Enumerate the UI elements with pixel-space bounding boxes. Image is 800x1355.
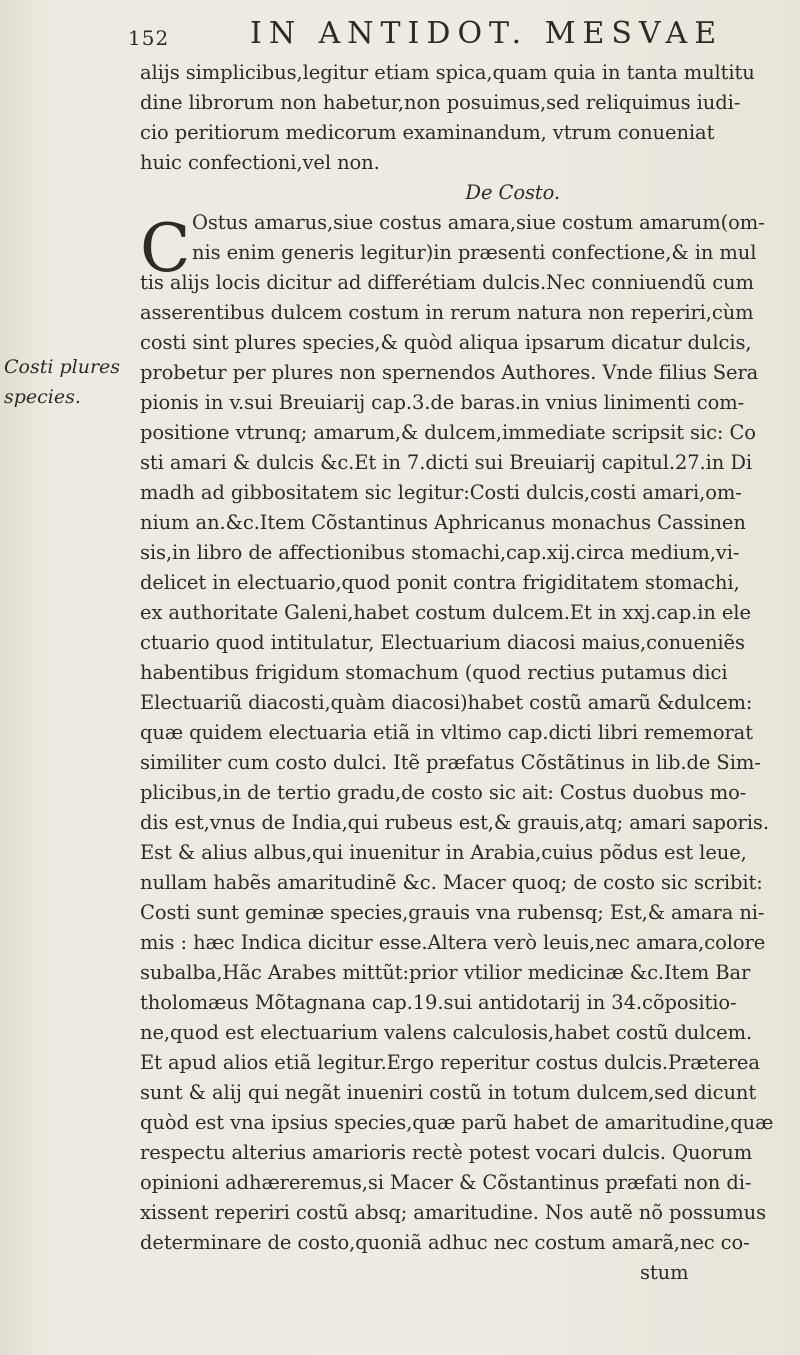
text-line: sis,in libro de affectionibus stomachi,cap.xij.circa medium,vi- xyxy=(140,541,740,564)
text-line: alijs simplicibus,legitur etiam spica,quam quia in tanta multitu xyxy=(140,61,755,84)
margin-note-costi-plures: Costi plures xyxy=(4,356,121,378)
text-line: tholomæus Mõtagnana cap.19.sui antidotarij in 34.cõpositio- xyxy=(140,991,737,1014)
text-line: huic confectioni,vel non. xyxy=(140,151,380,174)
text-line: quòd est vna ipsius species,quæ parũ habet de amaritudine,quæ xyxy=(140,1111,774,1134)
text-line: plicibus,in de tertio gradu,de costo sic ait: Costus duobus mo- xyxy=(140,781,747,804)
text-line: dine librorum non habetur,non posuimus,sed reliquimus iudi- xyxy=(140,91,741,114)
text-line: tis alijs locis dicitur ad differétiam dulcis.Nec conniuendũ cum xyxy=(140,271,754,294)
text-line: cio peritiorum medicorum examinandum, vtrum conueniat xyxy=(140,121,715,144)
page-number: 152 xyxy=(128,26,170,50)
text-line: dis est,vnus de India,qui rubeus est,& grauis,atq; amari saporis. xyxy=(140,811,769,834)
running-head-title: IN ANTIDOT. MESVAE xyxy=(250,16,724,51)
drop-cap: C xyxy=(140,210,191,287)
text-line: delicet in electuario,quod ponit contra frigiditatem stomachi, xyxy=(140,571,740,594)
text-line: asserentibus dulcem costum in rerum natura non reperiri,cùm xyxy=(140,301,754,324)
text-line: pionis in v.sui Breuiarij cap.3.de baras.in vnius linimenti com- xyxy=(140,391,745,414)
section-heading: De Costo. xyxy=(465,181,560,204)
body-text xyxy=(140,58,780,1288)
catchword: stum xyxy=(640,1261,689,1284)
text-line: nium an.&c.Item Cõstantinus Aphricanus monachus Cassinen xyxy=(140,511,746,534)
margin-note-species: species. xyxy=(4,386,81,408)
text-line: nullam habẽs amaritudinẽ &c. Macer quoq; de costo sic scribit: xyxy=(140,871,763,894)
text-line: Est & alius albus,qui inuenitur in Arabia,cuius põdus est leue, xyxy=(140,841,747,864)
text-line: madh ad gibbositatem sic legitur:Costi dulcis,costi amari,om- xyxy=(140,481,742,504)
text-line: positione vtrunq; amarum,& dulcem,immediate scripsit sic: Co xyxy=(140,421,756,444)
text-line: similiter cum costo dulci. Itẽ præfatus Cõstãtinus in lib.de Sim- xyxy=(140,751,761,774)
text-line: habentibus frigidum stomachum (quod rectius putamus dici xyxy=(140,661,728,684)
text-line: quæ quidem electuaria etiã in vltimo cap.dicti libri rememorat xyxy=(140,721,753,744)
text-line: determinare de costo,quoniã adhuc nec costum amarã,nec co- xyxy=(140,1231,750,1254)
text-line: Et apud alios etiã legitur.Ergo reperitur costus dulcis.Præterea xyxy=(140,1051,760,1074)
text-line: costi sint plures species,& quòd aliqua ipsarum dicatur dulcis, xyxy=(140,331,752,354)
text-line: ne,quod est electuarium valens calculosis,habet costũ dulcem. xyxy=(140,1021,753,1044)
text-line: Ostus amarus,siue costus amara,siue costum amarum(om- xyxy=(192,211,765,234)
text-line: ex authoritate Galeni,habet costum dulcem.Et in xxj.cap.in ele xyxy=(140,601,751,624)
text-line: subalba,Hãc Arabes mittũt:prior vtilior medicinæ &c.Item Bar xyxy=(140,961,751,984)
text-line: ctuario quod intitulatur, Electuarium diacosi maius,conueniẽs xyxy=(140,631,745,654)
text-line: Electuariũ diacosti,quàm diacosi)habet costũ amarũ &dulcem: xyxy=(140,691,753,714)
text-line: probetur per plures non spernendos Authores. Vnde filius Sera xyxy=(140,361,759,384)
text-line: sti amari & dulcis &c.Et in 7.dicti sui Breuiarij capitul.27.in Di xyxy=(140,451,753,474)
text-line: sunt & alij qui negãt inueniri costũ in totum dulcem,sed dicunt xyxy=(140,1081,757,1104)
text-line: opinioni adhæreremus,si Macer & Cõstantinus præfati non di- xyxy=(140,1171,752,1194)
text-line: Costi sunt geminæ species,grauis vna rubensq; Est,& amara ni- xyxy=(140,901,765,924)
text-line: nis enim generis legitur)in præsenti confectione,& in mul xyxy=(192,241,757,264)
text-line: mis : hæc Indica dicitur esse.Altera verò leuis,nec amara,colore xyxy=(140,931,766,954)
running-head xyxy=(0,14,800,58)
text-line: xissent reperiri costũ absq; amaritudine. Nos autẽ nõ possumus xyxy=(140,1201,767,1224)
text-line: respectu alterius amarioris rectè potest vocari dulcis. Quorum xyxy=(140,1141,753,1164)
